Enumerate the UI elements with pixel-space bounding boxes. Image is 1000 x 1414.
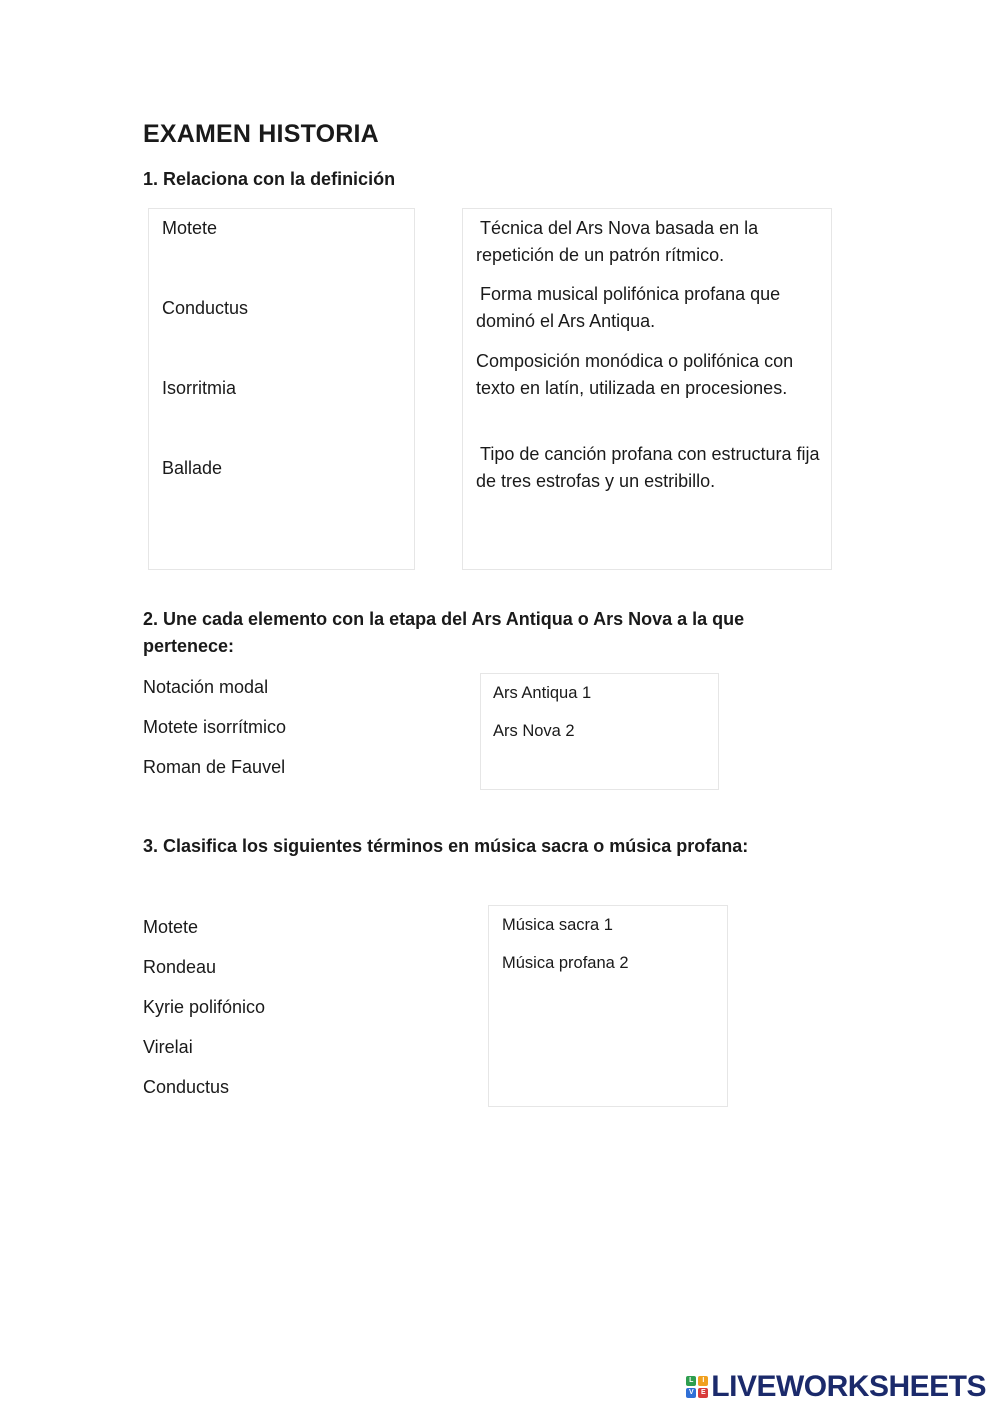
q3-option: Música sacra 1 (502, 916, 613, 934)
q2-option: Ars Nova 2 (493, 722, 575, 740)
logo-text: LIVEWORKSHEETS (711, 1370, 986, 1403)
page-title: EXAMEN HISTORIA (143, 120, 379, 148)
q1-definition[interactable]: Tipo de canción profana con estructura fija de tres estrofas y un estribillo. (476, 444, 820, 491)
q2-options-box[interactable] (480, 673, 719, 790)
liveworksheets-logo (686, 1370, 986, 1404)
question-1-heading: 1. Relaciona con la definición (143, 169, 396, 189)
q1-definition[interactable]: Composición monódica o polifónica con texto en latín, utilizada en procesiones. (476, 351, 794, 398)
q3-item[interactable]: Motete (143, 917, 199, 937)
q1-definition[interactable]: Forma musical polifónica profana que dominó el Ars Antiqua. (476, 284, 781, 331)
q2-item[interactable]: Motete isorrítmico (143, 717, 287, 737)
q3-item[interactable]: Kyrie polifónico (143, 997, 266, 1017)
q3-item[interactable]: Rondeau (143, 957, 217, 977)
q3-options-box[interactable] (488, 905, 728, 1107)
q1-term[interactable]: Conductus (162, 298, 249, 318)
q2-option: Ars Antiqua 1 (493, 684, 592, 702)
question-3-heading: 3. Clasifica los siguientes términos en música sacra o música profana: (143, 836, 749, 856)
logo-mark-icon (686, 1376, 708, 1398)
q3-item[interactable]: Virelai (143, 1037, 193, 1057)
q3-item[interactable]: Conductus (143, 1077, 230, 1097)
question-2-heading: 2. Une cada elemento con la etapa del Ars Antiqua o Ars Nova a la que pertenece: (143, 609, 745, 656)
logo-letter: L (686, 1376, 696, 1386)
q1-term[interactable]: Motete (162, 218, 218, 238)
logo-letter: E (698, 1388, 708, 1398)
q1-definitions-box (462, 208, 832, 570)
logo-letter: I (698, 1376, 708, 1386)
q2-item[interactable]: Notación modal (143, 677, 269, 697)
q2-item[interactable]: Roman de Fauvel (143, 757, 286, 777)
logo-letter: V (686, 1388, 696, 1398)
q1-term[interactable]: Ballade (162, 458, 223, 478)
q1-definition[interactable]: Técnica del Ars Nova basada en la repetición de un patrón rítmico. (476, 218, 759, 265)
q3-option: Música profana 2 (502, 954, 629, 972)
q1-terms-box (148, 208, 415, 570)
q1-term[interactable]: Isorritmia (162, 378, 237, 398)
